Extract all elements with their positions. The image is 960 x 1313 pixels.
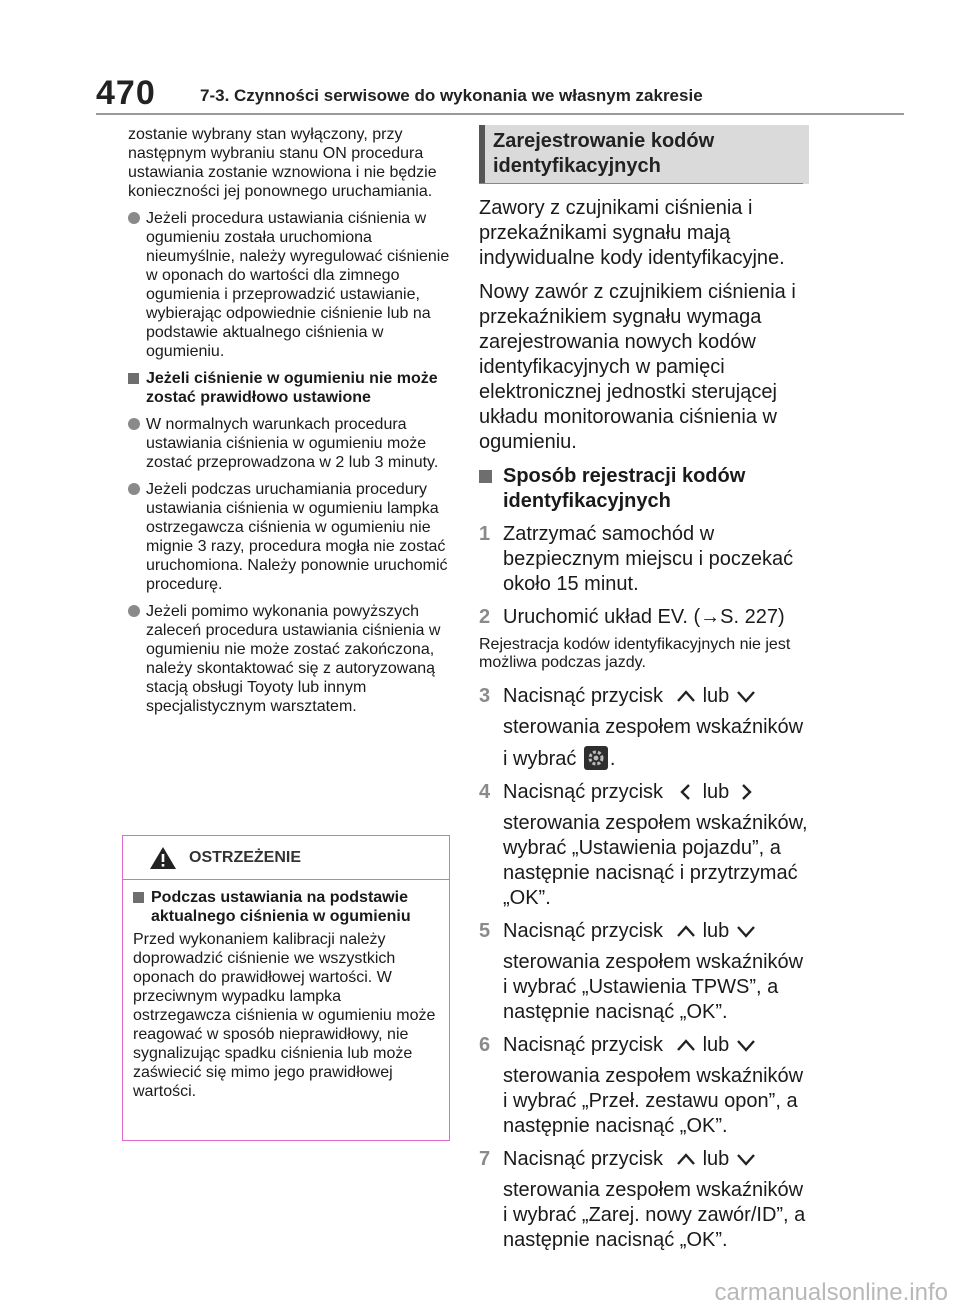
bullet-text: Jeżeli pomimo wykonania powyższych zaleceń procedura ustawiania ciśnienia w ogumieniu nie może zostać zakończona, należy skontaktować się z autoryzowaną stacją obsługi Toyoty lub innym specjalistycznym warsztatem. [146,603,441,715]
step-text-c-line [503,746,809,772]
bullet-text: W normalnych warunkach procedura ustawiania ciśnienia w ogumieniu może zostać przeprowadzona w 2 lub 3 minuty. [146,416,439,471]
circle-bullet-icon [128,605,140,617]
chevron-left-icon [675,784,697,800]
step-item [479,684,809,772]
list-item [128,602,458,716]
heading-text: Jeżeli ciśnienie w ogumieniu nie może zostać prawidłowo ustawione [146,370,438,406]
paragraph: Nowy zawór z czujnikiem ciśnienia i przekaźnikiem sygnału wymaga zarejestrowania nowych kodów identyfikacyjnych w pamięci elektronicznej jednostki sterującej układu monitorowania ciśnienia w ogumieniu. [479,281,796,453]
step-text-c: i wybrać [503,748,577,770]
step-text-a: Nacisnąć przycisk [503,1034,664,1056]
bullet-text: Jeżeli podczas uruchamiania procedury ustawiania ciśnienia w ogumieniu lampka ostrzegawcza ciśnienia w ogumieniu nie mignie 3 razy, procedura mogła nie zostać uruchomiona. Należy ponownie uruchomić procedurę. [146,481,448,593]
chevron-up-icon [675,688,697,704]
step-number: 6 [479,1034,491,1056]
step-number: 7 [479,1148,491,1170]
section-heading-box [479,125,809,184]
or-text: lub [702,685,730,707]
step-note: Rejestracja kodów identyfikacyjnych nie jest możliwa podczas jazdy. [479,636,791,671]
step-text: Zatrzymać samochód w bezpiecznym miejscu i poczekać około 15 minut. [503,523,794,595]
list-item [128,415,458,472]
or-text: lub [702,920,730,942]
circle-bullet-icon [128,212,140,224]
paragraph: Zawory z czujnikami ciśnienia i przekaźnikami sygnału mają indywidualne kody identyfikacyjne. [479,197,785,269]
step-text-b: sterowania zespołem wskaźników, wybrać „Ustawienia pojazdu”, a następnie nacisnąć i przytrzymać „OK”. [503,812,808,909]
step-item [479,1147,809,1253]
heading-underline [479,183,803,184]
warning-text: Przed wykonaniem kalibracji należy doprowadzić ciśnienie we wszystkich oponach do prawidłowej wartości. W przeciwnym wypadku lampka ostrzegawcza ciśnienia w ogumieniu może reagować w sposób nieprawidłowy, nie sygnalizując spadku ciśnienia lub może zaświecić się mimo jego prawidłowej wartości. [133,931,436,1100]
step-text-a: Nacisnąć przycisk [503,685,664,707]
step-text: Uruchomić układ EV. (→S. 227) [503,606,785,628]
heading-text: Podczas ustawiania na podstawie aktualnego ciśnienia w ogumieniu [151,889,411,925]
warning-header [123,836,449,880]
step-item [479,605,809,630]
chevron-down-icon [735,1151,757,1167]
chevron-down-icon [735,688,757,704]
left-column [128,125,458,724]
step-text-b: sterowania zespołem wskaźników [503,716,804,738]
warning-box [122,835,450,1141]
page-number: 470 [96,74,156,112]
step-number: 2 [479,606,491,628]
chevron-up-icon [675,1037,697,1053]
step-number: 4 [479,781,491,803]
chevron-down-icon [735,1037,757,1053]
warning-triangle-icon [149,846,177,870]
header-divider [96,113,904,115]
step-text-b: sterowania zespołem wskaźników i wybrać „Ustawienia TPWS”, a następnie nacisnąć „OK”. [503,951,804,1023]
warning-label: OSTRZEŻENIE [189,849,302,866]
circle-bullet-icon [128,483,140,495]
section-heading: Zarejestrowanie kodów identyfikacyjnych [493,130,715,177]
subsection-heading [479,464,809,514]
intro-paragraph: zostanie wybrany stan wyłączony, przy następnym wybraniu stanu ON procedura ustawiania zostanie wznowiona i nie będzie konieczności jej ponownego uruchamiania. [128,126,437,200]
list-item [128,480,458,594]
page-header [96,74,904,114]
chevron-up-icon [675,923,697,939]
step-number: 3 [479,685,491,707]
step-text-b: sterowania zespołem wskaźników i wybrać „Przeł. zestawu opon”, a następnie nacisnąć „OK”. [503,1065,804,1137]
chevron-up-icon [675,1151,697,1167]
watermark: carmanualsonline.info [714,1279,948,1306]
chevron-down-icon [735,923,757,939]
square-bullet-icon [479,470,492,483]
or-text: lub [702,1148,730,1170]
step-text-b: sterowania zespołem wskaźników i wybrać „Zarej. nowy zawór/ID”, a następnie nacisnąć „OK”. [503,1179,806,1251]
step-text-a: Nacisnąć przycisk [503,920,664,942]
step-number: 5 [479,920,491,942]
step-text-a: Nacisnąć przycisk [503,781,664,803]
section-title: 7-3. Czynności serwisowe do wykonania we własnym zakresie [200,86,703,105]
square-bullet-icon [128,373,139,384]
warning-body [123,880,449,1101]
step-text-end: . [609,748,616,770]
right-column [479,125,809,1261]
heading-text: Sposób rejestracji kodów identyfikacyjnych [503,465,746,512]
gear-icon [584,746,608,770]
square-bullet-icon [133,892,144,903]
step-number: 1 [479,523,491,545]
step-item [479,780,809,911]
circle-bullet-icon [128,418,140,430]
or-text: lub [702,781,730,803]
step-item [479,522,809,597]
bullet-text: Jeżeli procedura ustawiania ciśnienia w ogumieniu została uruchomiona nieumyślnie, należy wyregulować ciśnienie w oponach do wartości dla zimnego ogumienia i przeprowadzić ustawianie, wybierając odpowiednie ciśnienie lub na podstawie aktualnego ciśnienia w ogumieniu. [146,210,450,360]
warning-heading [133,888,439,926]
chevron-right-icon [735,784,757,800]
step-item [479,919,809,1025]
step-text-a: Nacisnąć przycisk [503,1148,664,1170]
list-item [128,209,458,361]
step-item [479,1033,809,1139]
subsection-heading [128,369,458,407]
or-text: lub [702,1034,730,1056]
